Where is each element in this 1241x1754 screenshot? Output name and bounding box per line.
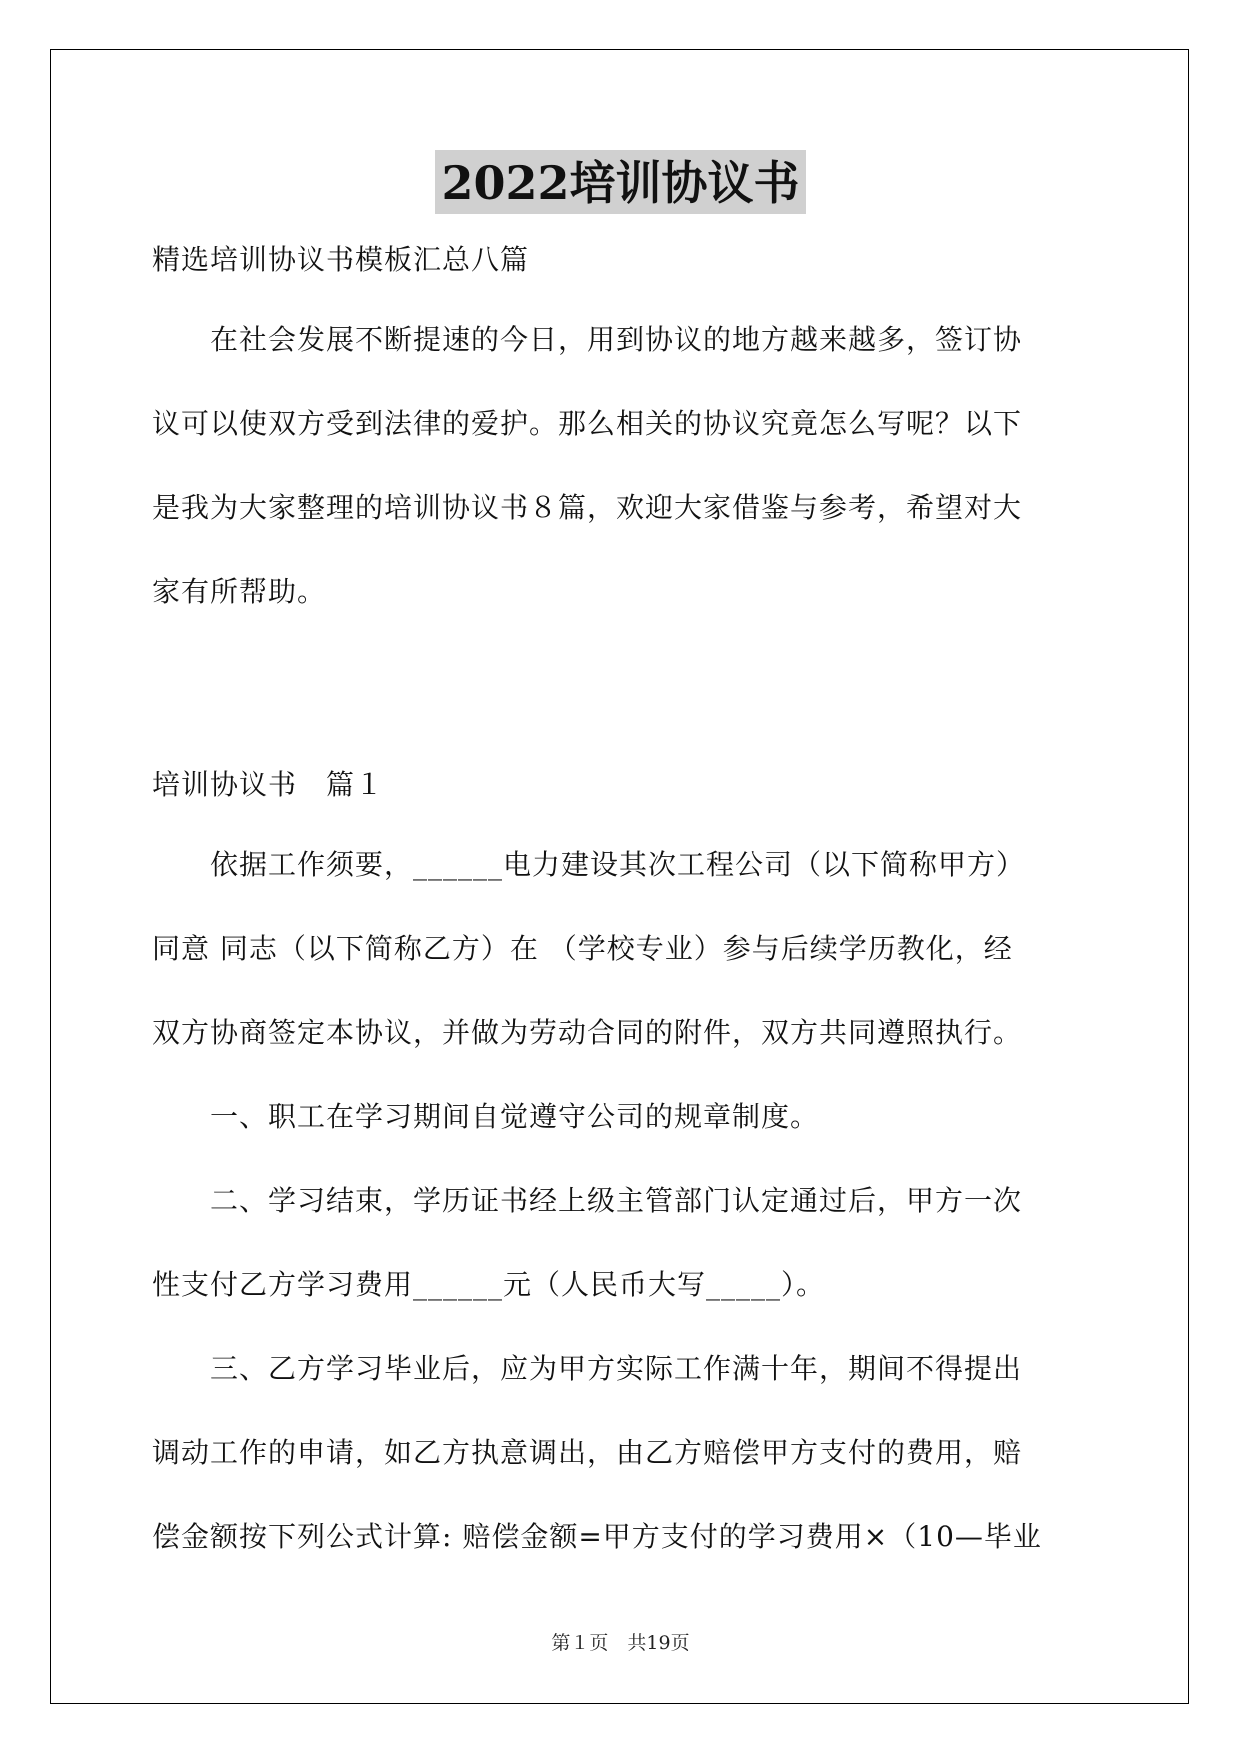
body-line: 性支付乙方学习费用______元（人民币大写_____）。 [152, 1268, 826, 1301]
title-container [0, 150, 1241, 214]
body-line: 偿金额按下列公式计算: 赔偿金额=甲方支付的学习费用×（10—毕业 [152, 1520, 1042, 1553]
section-heading: 培训协议书 篇１ [152, 768, 385, 801]
body-line: 依据工作须要，______电力建设其次工程公司（以下简称甲方） [152, 848, 1026, 881]
body-line: 调动工作的申请，如乙方执意调出，由乙方赔偿甲方支付的费用，赔 [152, 1436, 1023, 1469]
intro-paragraph [152, 310, 1092, 646]
page-footer: 第１页 共19页 [551, 1632, 690, 1654]
intro-line: 议可以使双方受到法律的爱护。那么相关的协议究竟怎么写呢？以下 [152, 407, 1023, 440]
body-line: 三、乙方学习毕业后，应为甲方实际工作满十年，期间不得提出 [152, 1352, 1023, 1385]
body-line: 同意 同志（以下简称乙方）在 （学校专业）参与后续学历教化，经 [152, 932, 1013, 965]
intro-line: 家有所帮助。 [152, 575, 327, 608]
body-paragraph [152, 835, 1092, 1591]
body-line: 一、职工在学习期间自觉遵守公司的规章制度。 [152, 1100, 820, 1133]
document-title: 2022培训协议书 [435, 150, 805, 214]
document-subtitle: 精选培训协议书模板汇总八篇 [152, 243, 530, 276]
body-line: 二、学习结束，学历证书经上级主管部门认定通过后，甲方一次 [152, 1184, 1023, 1217]
body-line: 双方协商签定本协议，并做为劳动合同的附件，双方共同遵照执行。 [152, 1016, 1023, 1049]
intro-line: 在社会发展不断提速的今日，用到协议的地方越来越多，签订协 [152, 323, 1023, 356]
intro-line: 是我为大家整理的培训协议书８篇，欢迎大家借鉴与参考，希望对大 [152, 491, 1023, 524]
